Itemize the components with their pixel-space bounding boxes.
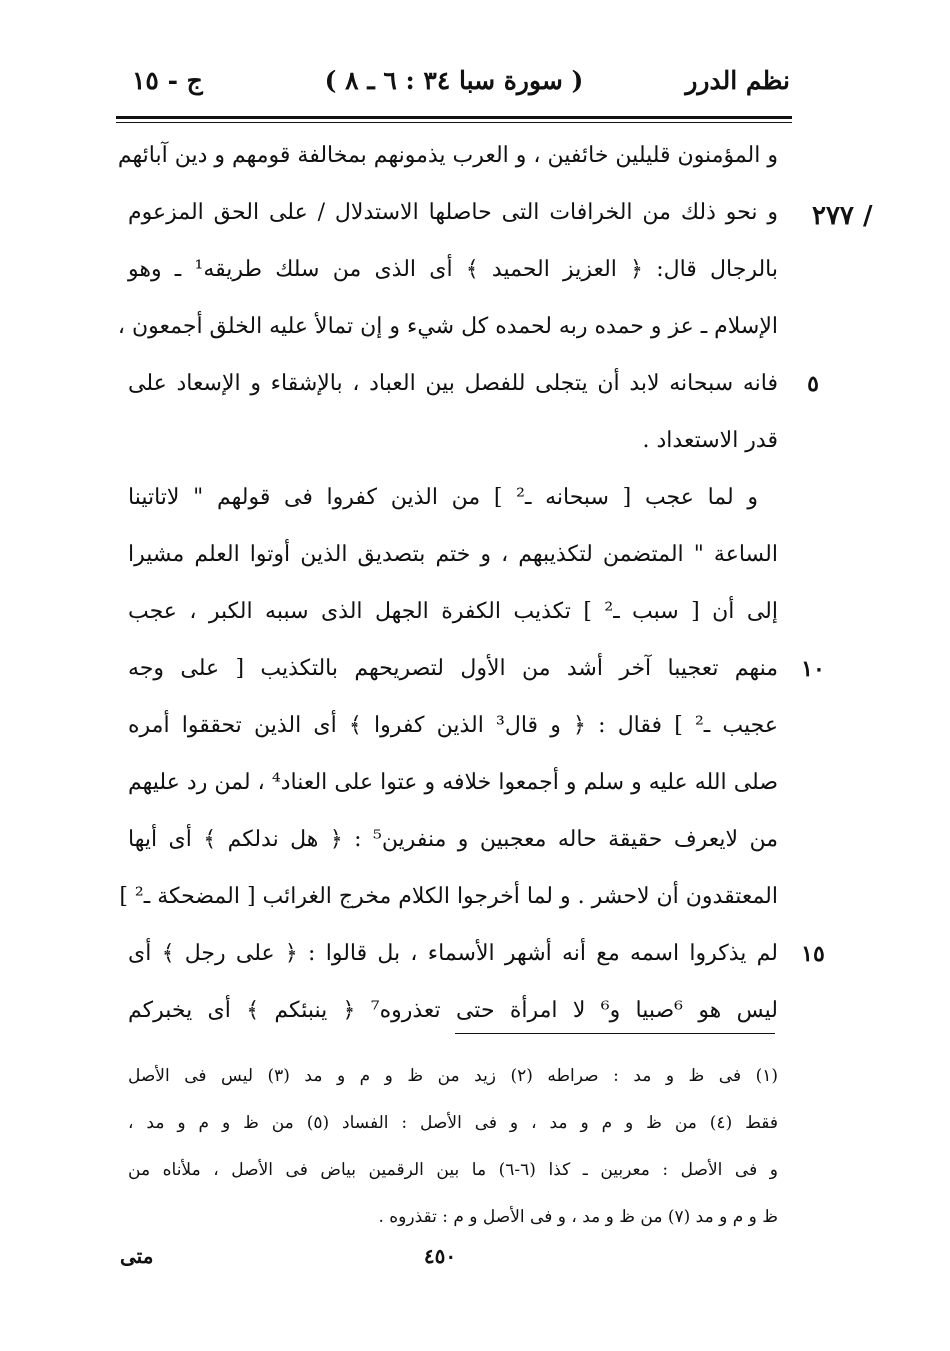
page-number: ٤٥٠ [423,1244,457,1268]
body-line: صلى الله عليه و سلم و أجمعوا خلافه و عتوا على العناد⁴ ، لمن رد عليهم [128,770,778,795]
volume-number: ج - ١٥ [132,66,203,95]
running-header [118,66,790,106]
header-rule-thin [116,122,792,123]
body-line: من لايعرف حقيقة حاله معجبين و منفرين⁵ : ﴿ هل ندلكم ﴾ أى أيها [128,827,778,852]
footnote-line: (١) فى ظ و مد : صراطه (٢) زيد من ظ و م و مد (٣) ليس فى الأصل [128,1066,778,1086]
line-number: ٥ [807,371,819,397]
footnote-line: و فى الأصل : معربين ـ كذا (٦-٦) ما بين الرقمين بياض فى الأصل ، ملأناه من [128,1160,778,1180]
surah-reference: ( سورة سبا ٣٤ : ٦ ـ ٨ ) [324,66,584,95]
body-line: و لما عجب [ سبحانه ـ² ] من الذين كفروا فى قولهم " لاتاتينا [128,485,758,510]
body-line: قدر الاستعداد . [642,428,778,453]
body-line: و نحو ذلك من الخرافات التى حاصلها الاستدلال / على الحق المزعوم [128,200,778,225]
body-line: فانه سبحانه لابد أن يتجلى للفصل بين العباد ، بالإشقاء و الإسعاد على [128,371,778,396]
margin-page-reference: ٢٧٧ / [812,201,873,231]
footnote-line: ظ و م و مد (٧) من ظ و مد ، و فى الأصل و م : تقذروه . [378,1207,778,1227]
footnote-rule [455,1033,775,1034]
body-line: لم يذكروا اسمه مع أنه أشهر الأسماء ، بل قالوا : ﴿ على رجل ﴾ أى [128,941,778,966]
body-line: منهم تعجيبا آخر أشد من الأول لتصريحهم بالتكذيب [ على وجه [128,656,778,681]
body-line: ليس هو ⁶صبيا و⁶ لا امرأة حتى تعذروه⁷ ﴿ ينبئكم ﴾ أى يخبركم [128,998,778,1023]
body-line: إلى أن [ سبب ـ² ] تكذيب الكفرة الجهل الذى سببه الكبر ، عجب [128,599,778,624]
body-line: الإسلام ـ عز و حمده ربه لحمده كل شيء و إن تمالأ عليه الخلق أجمعون ، [117,314,778,339]
body-line: الساعة " المتضمن لتكذيبهم ، و ختم بتصديق الذين أوتوا العلم مشيرا [128,542,778,567]
line-number: ١٠ [801,656,825,682]
book-title: نظم الدرر [685,66,790,95]
header-rule [116,116,792,119]
body-line: عجيب ـ² ] فقال : ﴿ و قال³ الذين كفروا ﴾ أى الذين تحققوا أمره [128,713,778,738]
body-line: بالرجال قال: ﴿ العزيز الحميد ﴾ أى الذى من سلك طريقه¹ ـ وهو [128,257,778,282]
body-line: و المؤمنون قليلين خائفين ، و العرب يذمونهم بمخالفة قومهم و دين آبائهم [117,143,778,168]
printer-signature: متى [120,1244,154,1268]
body-line: المعتقدون أن لاحشر . و لما أخرجوا الكلام مخرج الغرائب [ المضحكة ـ² ] [119,884,778,909]
line-number: ١٥ [801,941,825,967]
footnote-line: فقط (٤) من ظ و م و مد ، و فى الأصل : الفساد (٥) من ظ و م و مد ، [128,1113,778,1133]
